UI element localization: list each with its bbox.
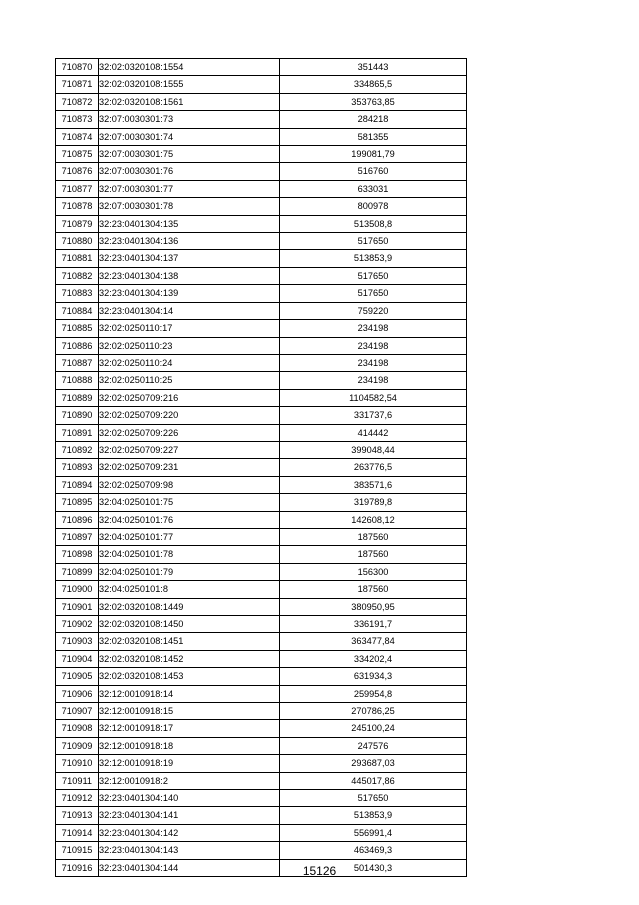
row-id-cell: 710903 xyxy=(56,633,99,650)
cadastral-number-cell: 32:02:0250110:23 xyxy=(99,337,280,354)
table-row xyxy=(56,389,467,406)
row-id-cell: 710907 xyxy=(56,703,99,720)
row-id-cell: 710870 xyxy=(56,59,99,76)
cadastral-number-cell: 32:04:0250101:79 xyxy=(99,563,280,580)
row-id-cell: 710895 xyxy=(56,494,99,511)
row-id-cell: 710894 xyxy=(56,476,99,493)
row-id-cell: 710874 xyxy=(56,128,99,145)
table-body xyxy=(56,59,467,877)
table-row xyxy=(56,737,467,754)
table-row xyxy=(56,650,467,667)
cadastral-number-cell: 32:23:0401304:144 xyxy=(99,859,280,876)
table-row xyxy=(56,302,467,319)
table-row xyxy=(56,494,467,511)
cadastral-number-cell: 32:02:0250110:24 xyxy=(99,354,280,371)
value-cell: 263776,5 xyxy=(280,459,467,476)
cadastral-number-cell: 32:23:0401304:138 xyxy=(99,267,280,284)
value-cell: 234198 xyxy=(280,372,467,389)
value-cell: 581355 xyxy=(280,128,467,145)
table-row xyxy=(56,598,467,615)
cadastral-number-cell: 32:23:0401304:142 xyxy=(99,824,280,841)
row-id-cell: 710899 xyxy=(56,563,99,580)
value-cell: 463469,3 xyxy=(280,842,467,859)
table-row xyxy=(56,233,467,250)
row-id-cell: 710876 xyxy=(56,163,99,180)
table-row xyxy=(56,703,467,720)
value-cell: 245100,24 xyxy=(280,720,467,737)
table-row xyxy=(56,459,467,476)
table-row xyxy=(56,163,467,180)
table-row xyxy=(56,668,467,685)
cadastral-number-cell: 32:02:0320108:1561 xyxy=(99,93,280,110)
table-row xyxy=(56,720,467,737)
cadastral-number-cell: 32:02:0320108:1450 xyxy=(99,616,280,633)
row-id-cell: 710915 xyxy=(56,842,99,859)
cadastral-number-cell: 32:02:0320108:1555 xyxy=(99,76,280,93)
cadastral-number-cell: 32:04:0250101:76 xyxy=(99,511,280,528)
cadastral-number-cell: 32:02:0250110:17 xyxy=(99,320,280,337)
table-row xyxy=(56,250,467,267)
table-row xyxy=(56,267,467,284)
table-row xyxy=(56,807,467,824)
value-cell: 517650 xyxy=(280,267,467,284)
row-id-cell: 710893 xyxy=(56,459,99,476)
cadastral-number-cell: 32:23:0401304:143 xyxy=(99,842,280,859)
row-id-cell: 710885 xyxy=(56,320,99,337)
table-row xyxy=(56,476,467,493)
row-id-cell: 710891 xyxy=(56,424,99,441)
row-id-cell: 710911 xyxy=(56,772,99,789)
row-id-cell: 710912 xyxy=(56,790,99,807)
row-id-cell: 710886 xyxy=(56,337,99,354)
table-row xyxy=(56,337,467,354)
row-id-cell: 710880 xyxy=(56,233,99,250)
value-cell: 399048,44 xyxy=(280,441,467,458)
table-row xyxy=(56,511,467,528)
cadastral-number-cell: 32:23:0401304:135 xyxy=(99,215,280,232)
row-id-cell: 710905 xyxy=(56,668,99,685)
cadastral-number-cell: 32:02:0250709:220 xyxy=(99,407,280,424)
value-cell: 633031 xyxy=(280,180,467,197)
row-id-cell: 710875 xyxy=(56,146,99,163)
cadastral-number-cell: 32:07:0030301:76 xyxy=(99,163,280,180)
cadastral-number-cell: 32:02:0250709:98 xyxy=(99,476,280,493)
table-row xyxy=(56,790,467,807)
row-id-cell: 710898 xyxy=(56,546,99,563)
cadastral-number-cell: 32:23:0401304:137 xyxy=(99,250,280,267)
table-row xyxy=(56,424,467,441)
cadastral-number-cell: 32:02:0250709:226 xyxy=(99,424,280,441)
value-cell: 380950,95 xyxy=(280,598,467,615)
table-row xyxy=(56,354,467,371)
value-cell: 331737,6 xyxy=(280,407,467,424)
row-id-cell: 710900 xyxy=(56,581,99,598)
row-id-cell: 710910 xyxy=(56,755,99,772)
cadastral-number-cell: 32:23:0401304:140 xyxy=(99,790,280,807)
row-id-cell: 710896 xyxy=(56,511,99,528)
row-id-cell: 710892 xyxy=(56,441,99,458)
table-row xyxy=(56,111,467,128)
row-id-cell: 710873 xyxy=(56,111,99,128)
page-number: 15126 xyxy=(302,864,337,878)
value-cell: 513853,9 xyxy=(280,250,467,267)
row-id-cell: 710872 xyxy=(56,93,99,110)
value-cell: 445017,86 xyxy=(280,772,467,789)
cadastral-number-cell: 32:12:0010918:15 xyxy=(99,703,280,720)
value-cell: 259954,8 xyxy=(280,685,467,702)
table-row xyxy=(56,633,467,650)
row-id-cell: 710884 xyxy=(56,302,99,319)
cadastral-number-cell: 32:02:0320108:1452 xyxy=(99,650,280,667)
value-cell: 363477,84 xyxy=(280,633,467,650)
table-row xyxy=(56,755,467,772)
row-id-cell: 710877 xyxy=(56,180,99,197)
row-id-cell: 710902 xyxy=(56,616,99,633)
cadastral-number-cell: 32:12:0010918:17 xyxy=(99,720,280,737)
value-cell: 142608,12 xyxy=(280,511,467,528)
cadastral-number-cell: 32:12:0010918:18 xyxy=(99,737,280,754)
value-cell: 234198 xyxy=(280,320,467,337)
cadastral-number-cell: 32:07:0030301:78 xyxy=(99,198,280,215)
cadastral-number-cell: 32:02:0250709:227 xyxy=(99,441,280,458)
cadastral-number-cell: 32:23:0401304:139 xyxy=(99,285,280,302)
value-cell: 334202,4 xyxy=(280,650,467,667)
cadastral-number-cell: 32:23:0401304:136 xyxy=(99,233,280,250)
value-cell: 631934,3 xyxy=(280,668,467,685)
table-row xyxy=(56,146,467,163)
row-id-cell: 710878 xyxy=(56,198,99,215)
value-cell: 351443 xyxy=(280,59,467,76)
cadastral-number-cell: 32:02:0250709:216 xyxy=(99,389,280,406)
table-row xyxy=(56,563,467,580)
table-row xyxy=(56,128,467,145)
cadastral-number-cell: 32:04:0250101:78 xyxy=(99,546,280,563)
cadastral-number-cell: 32:02:0320108:1554 xyxy=(99,59,280,76)
value-cell: 513853,9 xyxy=(280,807,467,824)
value-cell: 517650 xyxy=(280,233,467,250)
table-row xyxy=(56,824,467,841)
value-cell: 501430,3 xyxy=(280,859,467,876)
value-cell: 517650 xyxy=(280,285,467,302)
value-cell: 336191,7 xyxy=(280,616,467,633)
row-id-cell: 710904 xyxy=(56,650,99,667)
cadastral-number-cell: 32:04:0250101:77 xyxy=(99,528,280,545)
cadastral-number-cell: 32:04:0250101:8 xyxy=(99,581,280,598)
row-id-cell: 710913 xyxy=(56,807,99,824)
row-id-cell: 710901 xyxy=(56,598,99,615)
cadastral-number-cell: 32:07:0030301:74 xyxy=(99,128,280,145)
row-id-cell: 710871 xyxy=(56,76,99,93)
value-cell: 516760 xyxy=(280,163,467,180)
value-cell: 234198 xyxy=(280,337,467,354)
table-row xyxy=(56,320,467,337)
cadastral-number-cell: 32:12:0010918:14 xyxy=(99,685,280,702)
table-row xyxy=(56,372,467,389)
cadastral-number-cell: 32:02:0320108:1449 xyxy=(99,598,280,615)
cadastral-number-cell: 32:02:0250110:25 xyxy=(99,372,280,389)
cadastral-number-cell: 32:07:0030301:77 xyxy=(99,180,280,197)
cadastral-value-table xyxy=(55,58,467,877)
cadastral-number-cell: 32:23:0401304:141 xyxy=(99,807,280,824)
value-cell: 319789,8 xyxy=(280,494,467,511)
cadastral-number-cell: 32:12:0010918:2 xyxy=(99,772,280,789)
table-row xyxy=(56,772,467,789)
table-row xyxy=(56,180,467,197)
value-cell: 187560 xyxy=(280,546,467,563)
cadastral-number-cell: 32:02:0320108:1453 xyxy=(99,668,280,685)
table-row xyxy=(56,215,467,232)
value-cell: 234198 xyxy=(280,354,467,371)
row-id-cell: 710906 xyxy=(56,685,99,702)
value-cell: 556991,4 xyxy=(280,824,467,841)
row-id-cell: 710914 xyxy=(56,824,99,841)
value-cell: 270786,25 xyxy=(280,703,467,720)
row-id-cell: 710879 xyxy=(56,215,99,232)
value-cell: 334865,5 xyxy=(280,76,467,93)
value-cell: 284218 xyxy=(280,111,467,128)
table-row xyxy=(56,407,467,424)
table-row xyxy=(56,581,467,598)
table-row xyxy=(56,616,467,633)
row-id-cell: 710916 xyxy=(56,859,99,876)
table-row xyxy=(56,528,467,545)
table-row xyxy=(56,59,467,76)
value-cell: 383571,6 xyxy=(280,476,467,493)
table-row xyxy=(56,842,467,859)
row-id-cell: 710908 xyxy=(56,720,99,737)
value-cell: 293687,03 xyxy=(280,755,467,772)
value-cell: 353763,85 xyxy=(280,93,467,110)
value-cell: 187560 xyxy=(280,581,467,598)
row-id-cell: 710888 xyxy=(56,372,99,389)
cadastral-number-cell: 32:02:0250709:231 xyxy=(99,459,280,476)
row-id-cell: 710897 xyxy=(56,528,99,545)
row-id-cell: 710890 xyxy=(56,407,99,424)
table-row xyxy=(56,441,467,458)
table-row xyxy=(56,285,467,302)
row-id-cell: 710887 xyxy=(56,354,99,371)
cadastral-number-cell: 32:04:0250101:75 xyxy=(99,494,280,511)
value-cell: 1104582,54 xyxy=(280,389,467,406)
value-cell: 247576 xyxy=(280,737,467,754)
row-id-cell: 710882 xyxy=(56,267,99,284)
table-row xyxy=(56,93,467,110)
value-cell: 199081,79 xyxy=(280,146,467,163)
cadastral-number-cell: 32:07:0030301:75 xyxy=(99,146,280,163)
value-cell: 800978 xyxy=(280,198,467,215)
value-cell: 513508,8 xyxy=(280,215,467,232)
value-cell: 414442 xyxy=(280,424,467,441)
value-cell: 187560 xyxy=(280,528,467,545)
row-id-cell: 710889 xyxy=(56,389,99,406)
cadastral-number-cell: 32:02:0320108:1451 xyxy=(99,633,280,650)
row-id-cell: 710881 xyxy=(56,250,99,267)
value-cell: 517650 xyxy=(280,790,467,807)
cadastral-number-cell: 32:07:0030301:73 xyxy=(99,111,280,128)
row-id-cell: 710883 xyxy=(56,285,99,302)
value-cell: 759220 xyxy=(280,302,467,319)
table-row xyxy=(56,546,467,563)
table-row xyxy=(56,198,467,215)
table-row xyxy=(56,76,467,93)
value-cell: 156300 xyxy=(280,563,467,580)
table-row xyxy=(56,685,467,702)
cadastral-number-cell: 32:23:0401304:14 xyxy=(99,302,280,319)
row-id-cell: 710909 xyxy=(56,737,99,754)
cadastral-number-cell: 32:12:0010918:19 xyxy=(99,755,280,772)
